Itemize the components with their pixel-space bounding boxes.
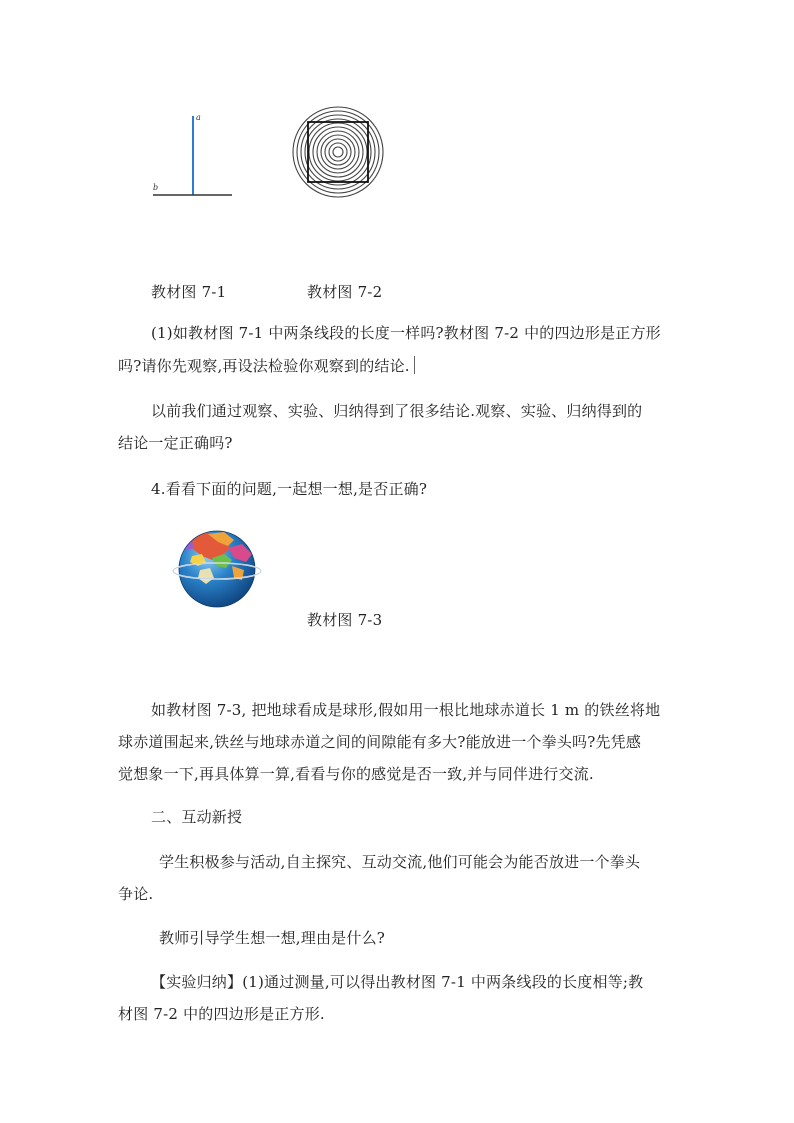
caption-figure-7-1: 教材图 7-1 xyxy=(151,283,227,301)
label-b: b xyxy=(153,183,159,192)
paragraph-2-line-2: 结论一定正确吗? xyxy=(118,434,233,452)
paragraph-1-line-2-wrap xyxy=(118,355,415,377)
label-a: a xyxy=(196,113,201,122)
paragraph-3: 4.看看下面的问题,一起想一想,是否正确? xyxy=(151,480,428,498)
paragraph-6: 教师引导学生想一想,理由是什么? xyxy=(159,929,386,947)
paragraph-4-line-3: 觉想象一下,再具体算一算,看看与你的感觉是否一致,并与同伴进行交流. xyxy=(118,765,594,783)
paragraph-7-line-1: 【实验归纳】(1)通过测量,可以得出教材图 7-1 中两条线段的长度相等;教 xyxy=(151,973,644,991)
paragraph-4-line-2: 球赤道围起来,铁丝与地球赤道之间的间隙能有多大?能放进一个拳头吗?先凭感 xyxy=(118,733,642,751)
figure-7-3-globe xyxy=(172,526,264,614)
caption-figure-7-3: 教材图 7-3 xyxy=(307,611,383,629)
paragraph-5-line-1: 学生积极参与活动,自主探究、互动交流,他们可能会为能否放进一个拳头 xyxy=(159,853,641,871)
figure-7-2 xyxy=(290,104,386,200)
paragraph-5-line-2: 争论. xyxy=(118,885,154,903)
figure-7-1 xyxy=(148,108,248,203)
paragraph-2-line-1: 以前我们通过观察、实验、归纳得到了很多结论.观察、实验、归纳得到的 xyxy=(151,402,643,420)
paragraph-1-line-1: (1)如教材图 7-1 中两条线段的长度一样吗?教材图 7-2 中的四边形是正方形 xyxy=(151,324,661,342)
caption-figure-7-2: 教材图 7-2 xyxy=(307,283,383,301)
paragraph-7-line-2: 材图 7-2 中的四边形是正方形. xyxy=(118,1005,325,1023)
paragraph-4-line-1: 如教材图 7-3, 把地球看成是球形,假如用一根比地球赤道长 1 m 的铁丝将地 xyxy=(151,701,661,719)
section-heading-2: 二、互动新授 xyxy=(151,808,243,826)
text-cursor xyxy=(414,356,415,374)
paragraph-1-line-2: 吗?请你先观察,再设法检验你观察到的结论. xyxy=(118,357,410,375)
